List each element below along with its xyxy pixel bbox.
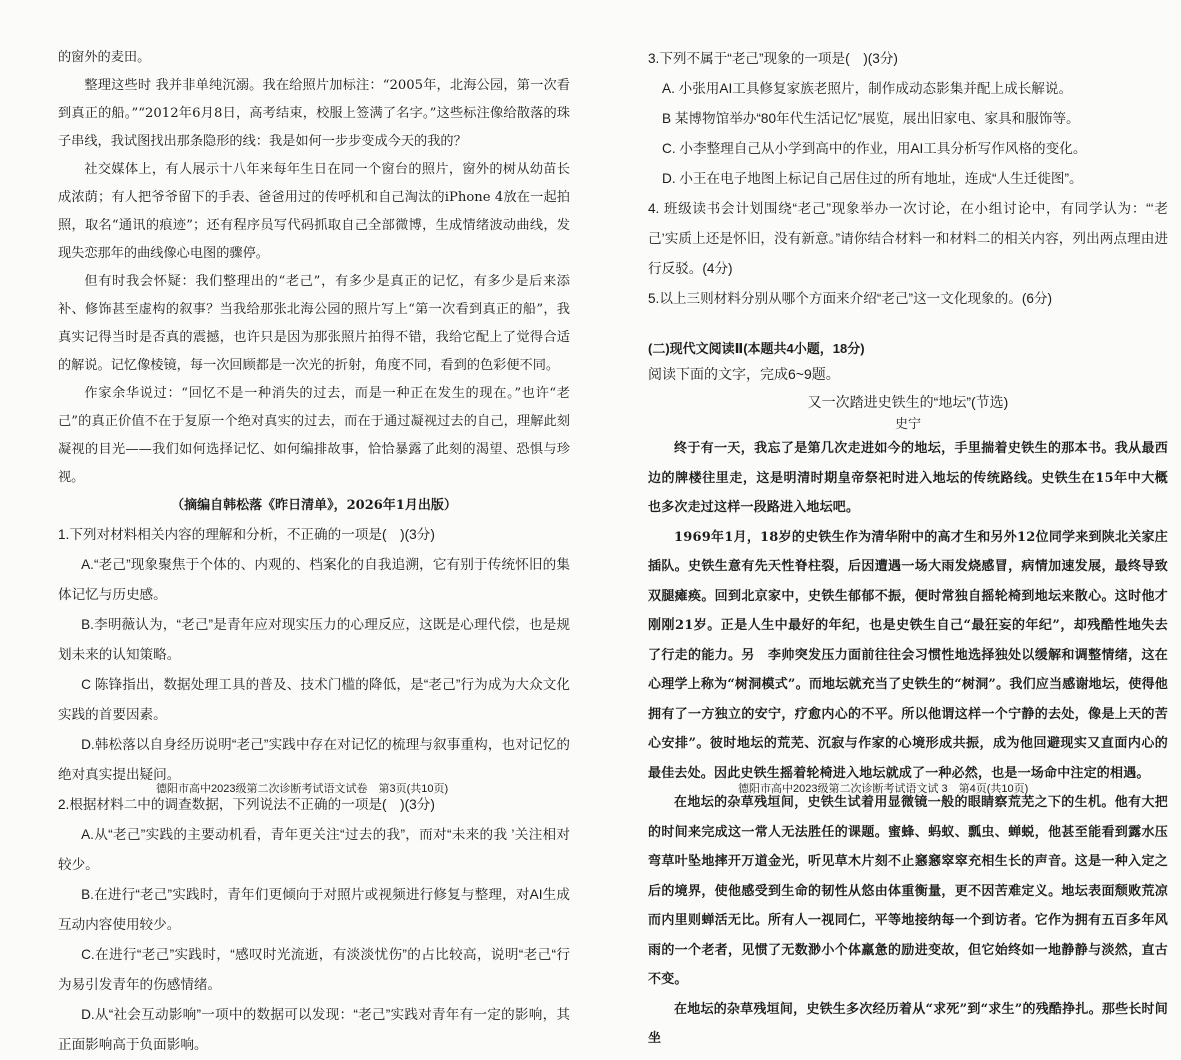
article-paragraph: 1969年1月，18岁的史铁生作为清华附中的高才生和另外12位同学来到陕北关家庄插队。史铁生意有先天性脊柱裂，后因遭遇一场大雨发烧感冒，病情加速发展，最终导致双腿瘫痪。回到北京家中，史铁生郁郁不振，便时常独自摇轮椅到地坛来散心。这时他才刚刚21岁。正是人生中最好的年纪，也是史铁生自己“最狂妄的年纪”，却残酷性地失去了行走的能力。另 李帅突发压力面前往往会习惯性地选择独处以缓解和调整情绪，这在心理学上称为“树洞模式”。而地坛就充当了史铁生的“树洞”。我们应当感谢地坛，使得他拥有了一方独立的安宁，疗愈内心的不平。所以他谓这样一个宁静的去处，像是上天的苦心安排”。彼时地坛的荒芜、沉寂与作家的心境形成共振，成为他回避现实又直面内心的最佳去处。因此史铁生摇着轮椅进入地坛就成了一种必然，也是一场命中注定的相遇。 <box>648 529 1168 781</box>
article-title: 又一次踏进史铁生的“地坛”(节选) <box>807 394 1009 410</box>
question-1: 1.下列对材料相关内容的理解和分析，不正确的一项是( )(3分) <box>58 527 435 542</box>
passage-paragraph: 社交媒体上，有人展示十八年来每年生日在同一个窗台的照片，窗外的树从幼苗长成浓荫；有人把爷爷留下的手表、爸爸用过的传呼机和自己淘汰的iPhone 4放在一起拍照，取名“通讯的痕迹”；还有程序员写代码抓取自己全部微博，生成情绪波动曲线，发现失恋那年的曲线像心电图的骤停。 <box>58 162 570 261</box>
question-1-option-b: B.李明薇认为，“老己”是青年应对现实压力的心理反应，这既是心理代偿，也是规划未来的认知策略。 <box>58 617 570 662</box>
page-4 <box>648 44 1168 1054</box>
passage-paragraph: 但有时我会怀疑：我们整理出的“老己”，有多少是真正的记忆，有多少是后来添补、修饰甚至虚构的叙事？当我给那张北海公园的照片写上“第一次看到真正的船”，我真实记得当时是否真的震撼，也许只是因为那张照片拍得不错，我给它配上了觉得合适的解说。记忆像棱镜，每一次回顾都是一次光的折射，角度不同，看到的色彩便不同。 <box>58 274 570 373</box>
question-2-option-d: D.从“社会互动影响”一项中的数据可以发现：“老己”实践对青年有一定的影响，其正面影响高于负面影响。 <box>58 1007 570 1052</box>
article-paragraph: 终于有一天，我忘了是第几次走进如今的地坛，手里揣着史铁生的那本书。我从最西边的牌楼往里走，这是明清时期皇帝祭祀时进入地坛的传统路线。史铁生在15年中大概也多次走过这样一段路进入地坛吧。 <box>648 441 1168 515</box>
question-2-option-b: B.在进行“老己”实践时，青年们更倾向于对照片或视频进行修复与整理，对AI生成互动内容使用较少。 <box>58 887 570 932</box>
page-footer: 德阳市高中2023级第二次诊断考试语文试卷 第3页(共10页) <box>156 783 449 795</box>
question-3-option-a: A. 小张用AI工具修复家族老照片，制作成动态影集并配上成长解说。 <box>662 81 1073 96</box>
question-3: 3.下列不属于“老己”现象的一项是( )(3分) <box>648 51 898 66</box>
question-2: 2.根据材料二中的调查数据，下列说法不正确的一项是( )(3分) <box>58 797 435 812</box>
reading-instruction: 阅读下面的文字，完成6~9题。 <box>648 366 840 382</box>
article-author: 史宁 <box>894 416 921 431</box>
question-1-option-a: A.“老己”现象聚焦于个体的、内观的、档案化的自我追溯，它有别于传统怀旧的集体记忆与历史感。 <box>58 557 570 602</box>
article-paragraph: 在地坛的杂草残垣间，史铁生试着用显微镜一般的眼睛察荒芜之下的生机。他有大把的时间来完成这一常人无法胜任的课题。蜜蜂、蚂蚁、瓢虫、蝉蜕，他甚至能看到露水压弯草叶坠地摔开万道金光，听见草木片刻不止窸窸窣窣充相生长的声音。这是一种入定之后的境界，使他感受到生命的韧性从悠由体重衡量，更不因苦难定义。地坛表面颓败荒凉而内里则蝉活无比。所有人一视同仁，平等地接纳每一个到访者。它作为拥有五百多年风雨的一个老者，见惯了无数渺小个体羸惫的励进变故，但它始终如一地静静与淡然，直古不变。 <box>648 795 1168 987</box>
question-1-option-d: D.韩松落以自身经历说明“老己”实践中存在对记忆的梳理与叙事重构，也对记忆的绝对真实提出疑问。 <box>58 737 570 782</box>
page-3 <box>58 44 570 1060</box>
passage-paragraph: 作家余华说过：“回忆不是一种消失的过去，而是一种正在发生的现在。”也许“老己”的真正价值不在于复原一个绝对真实的过去，而在于通过凝视过去的自己，理解此刻凝视的目光——我们如何选择记忆、如何编排故事，恰恰暴露了此刻的渴望、恐惧与珍视。 <box>58 386 570 485</box>
question-4: 4. 班级读书会计划围绕“老己”现象举办一次讨论，在小组讨论中，有同学认为：“‘老己’实质上还是怀旧，没有新意。”请你结合材料一和材料二的相关内容，列出两点理由进行反驳。(4分) <box>648 201 1168 276</box>
question-3-option-c: C. 小李整理自己从小学到高中的作业，用AI工具分析写作风格的变化。 <box>662 141 1087 156</box>
question-1-option-c: C 陈锋指出，数据处理工具的普及、技术门槛的降低，是“老己”行为成为大众文化实践的首要因素。 <box>58 677 570 722</box>
passage-paragraph: 的窗外的麦田。 <box>58 50 151 65</box>
page-footer: 德阳市高中2023级第二次诊断考试语文试 3 第4页(共10页) <box>738 783 1029 795</box>
passage-paragraph: 整理这些时 我并非单纯沉溺。我在给照片加标注：“2005年，北海公园，第一次看到真正的船。”“2012年6月8日，高考结束，校服上签满了名字。”这些标注像给散落的珠子串线，我试图找出那条隐形的线：我是如何一步步变成今天的我的？ <box>58 78 570 149</box>
section-heading: (二)现代文阅读Ⅱ(本题共4小题，18分) <box>648 341 865 356</box>
question-3-option-d: D. 小王在电子地图上标记自己居住过的所有地址，连成“人生迁徙图”。 <box>662 171 1083 186</box>
article-paragraph: 在地坛的杂草残垣间，史铁生多次经历着从“求死”到“求生”的残酷挣扎。那些长时间坐 <box>648 1001 1168 1046</box>
question-3-option-b: B 某博物馆举办“80年代生活记忆”展览，展出旧家电、家具和服饰等。 <box>662 111 1080 126</box>
question-2-option-a: A.从“老己”实践的主要动机看，青年更关注“过去的我”，而对“未来的我 ’关注相对较少。 <box>58 827 570 872</box>
source-citation: （摘编自韩松落《昨日清单》，2026年1月出版） <box>171 498 457 513</box>
question-5: 5.以上三则材料分别从哪个方面来介绍“老己”这一文化现象的。(6分) <box>648 291 1053 306</box>
question-2-option-c: C.在进行“老己”实践时，“感叹时光流逝，有淡淡忧伤”的占比较高，说明“老己“行为易引发青年的伤感情绪。 <box>58 947 570 992</box>
